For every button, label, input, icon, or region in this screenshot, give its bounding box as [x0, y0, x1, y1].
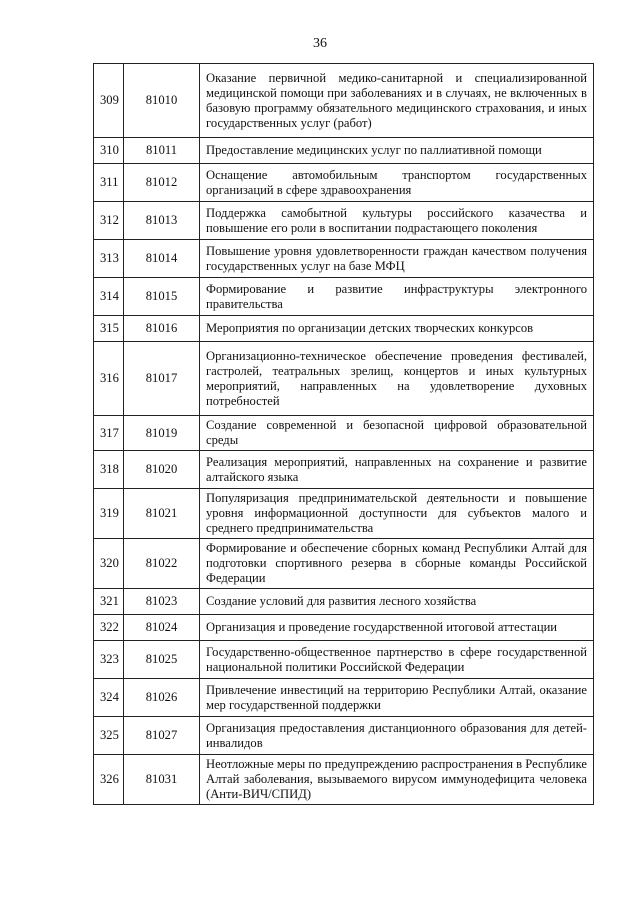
- row-description: Поддержка самобытной культуры российского казачества и повышение его роли в воспитании подрастающего поколения: [200, 202, 594, 240]
- table-row: [94, 164, 594, 202]
- table-row: [94, 589, 594, 615]
- row-code: 81025: [124, 641, 200, 679]
- table-row: [94, 416, 594, 451]
- row-description: Организационно-техническое обеспечение проведения фестивалей, гастролей, театральных зрелищ, концертов и иных культурных мероприятий, направленных на удовлетворение духовных потребностей: [200, 342, 594, 416]
- row-code: 81010: [124, 64, 200, 138]
- row-description: Реализация мероприятий, направленных на сохранение и развитие алтайского языка: [200, 451, 594, 489]
- row-description: Оказание первичной медико-санитарной и специализированной медицинской помощи при заболеваниях и в случаях, не включенных в базовую программу обязательного медицинского страхования, и иных государственных услуг (работ): [200, 64, 594, 138]
- table-row: [94, 342, 594, 416]
- table-row: [94, 679, 594, 717]
- row-number: 311: [94, 164, 124, 202]
- row-number: 321: [94, 589, 124, 615]
- table-row: [94, 717, 594, 755]
- row-number: 315: [94, 316, 124, 342]
- row-number: 324: [94, 679, 124, 717]
- row-code: 81020: [124, 451, 200, 489]
- row-description: Популяризация предпринимательской деятельности и повышение уровня информационной доступности для субъектов малого и среднего предпринимательства: [200, 489, 594, 539]
- row-description: Привлечение инвестиций на территорию Республики Алтай, оказание мер государственной поддержки: [200, 679, 594, 717]
- row-code: 81011: [124, 138, 200, 164]
- row-code: 81015: [124, 278, 200, 316]
- row-code: 81013: [124, 202, 200, 240]
- row-number: 325: [94, 717, 124, 755]
- row-description: Оснащение автомобильным транспортом государственных организаций в сфере здравоохранения: [200, 164, 594, 202]
- row-number: 312: [94, 202, 124, 240]
- table-row: [94, 539, 594, 589]
- row-description: Формирование и обеспечение сборных команд Республики Алтай для подготовки спортивного резерва в сборные команды Российской Федерации: [200, 539, 594, 589]
- row-number: 319: [94, 489, 124, 539]
- row-code: 81016: [124, 316, 200, 342]
- row-number: 322: [94, 615, 124, 641]
- row-number: 309: [94, 64, 124, 138]
- row-code: 81031: [124, 755, 200, 805]
- classification-table: [93, 63, 594, 805]
- row-description: Формирование и развитие инфраструктуры электронного правительства: [200, 278, 594, 316]
- row-code: 81014: [124, 240, 200, 278]
- row-description: Организация предоставления дистанционного образования для детей-инвалидов: [200, 717, 594, 755]
- table-row: [94, 641, 594, 679]
- row-number: 323: [94, 641, 124, 679]
- table-row: [94, 755, 594, 805]
- row-description: Предоставление медицинских услуг по паллиативной помощи: [200, 138, 594, 164]
- row-number: 314: [94, 278, 124, 316]
- page-number: 36: [313, 36, 327, 51]
- row-code: 81019: [124, 416, 200, 451]
- table-row: [94, 489, 594, 539]
- row-number: 310: [94, 138, 124, 164]
- table-row: [94, 451, 594, 489]
- row-description: Повышение уровня удовлетворенности граждан качеством получения государственных услуг на базе МФЦ: [200, 240, 594, 278]
- row-number: 313: [94, 240, 124, 278]
- row-code: 81022: [124, 539, 200, 589]
- row-code: 81026: [124, 679, 200, 717]
- row-description: Создание условий для развития лесного хозяйства: [200, 589, 594, 615]
- row-number: 326: [94, 755, 124, 805]
- table-row: [94, 278, 594, 316]
- row-code: 81017: [124, 342, 200, 416]
- row-code: 81024: [124, 615, 200, 641]
- row-description: Неотложные меры по предупреждению распространения в Республике Алтай заболевания, вызываемого вирусом иммунодефицита человека (Анти-ВИЧ/СПИД): [200, 755, 594, 805]
- row-description: Создание современной и безопасной цифровой образовательной среды: [200, 416, 594, 451]
- table-row: [94, 240, 594, 278]
- row-number: 316: [94, 342, 124, 416]
- row-number: 320: [94, 539, 124, 589]
- row-code: 81012: [124, 164, 200, 202]
- row-code: 81027: [124, 717, 200, 755]
- row-code: 81021: [124, 489, 200, 539]
- table-row: [94, 316, 594, 342]
- row-number: 317: [94, 416, 124, 451]
- row-description: Организация и проведение государственной итоговой аттестации: [200, 615, 594, 641]
- table-row: [94, 615, 594, 641]
- row-description: Государственно-общественное партнерство в сфере государственной национальной политики Российской Федерации: [200, 641, 594, 679]
- table-row: [94, 138, 594, 164]
- row-description: Мероприятия по организации детских творческих конкурсов: [200, 316, 594, 342]
- table-row: [94, 64, 594, 138]
- row-code: 81023: [124, 589, 200, 615]
- table-row: [94, 202, 594, 240]
- table-body: [94, 64, 594, 805]
- row-number: 318: [94, 451, 124, 489]
